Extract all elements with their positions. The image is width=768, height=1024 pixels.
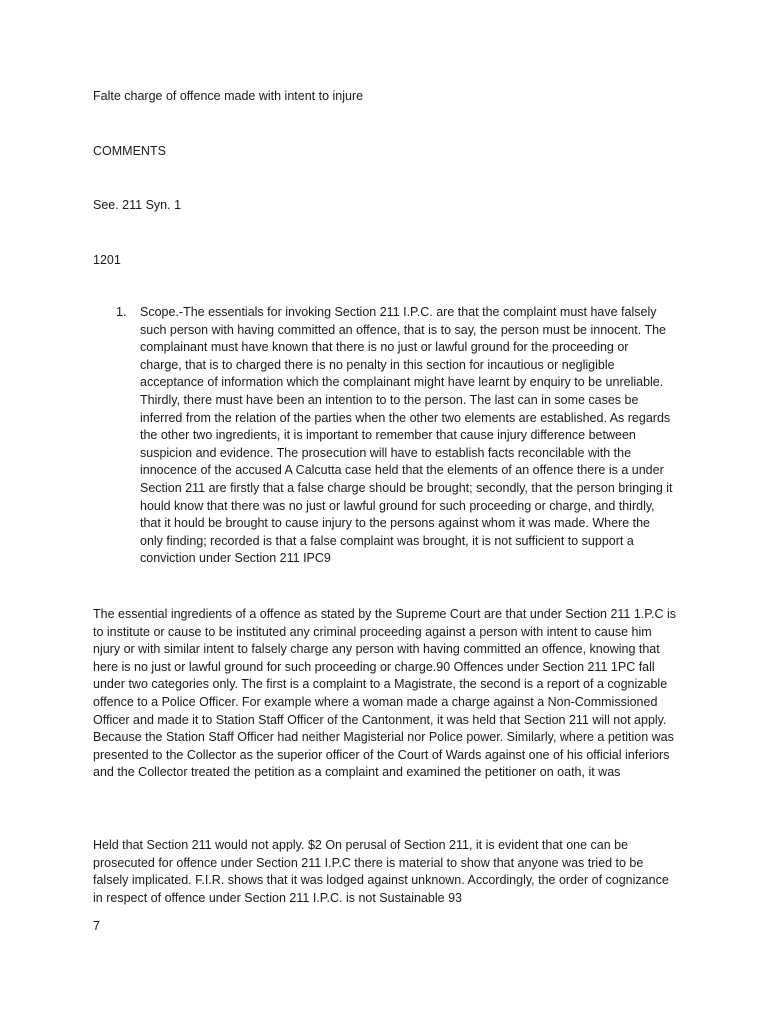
body-paragraph-2: Held that Section 211 would not apply. $2 On perusal of Section 211, it is evident that one can be prosecuted for offence under Section 211 I.P.C there is material to show that anyone was tried to be falsely implicated. F.I.R. shows that it was lodged against unknown. Accordingly, the order of cognizance in respect of offence under Section 211 I.P.C. is not Sustainable 93: [93, 838, 669, 905]
page-number: 7: [93, 919, 100, 933]
comments-label: COMMENTS: [93, 144, 166, 158]
list-item: [93, 304, 673, 568]
list-item-number: 1.: [116, 305, 127, 319]
numbered-list: [93, 304, 673, 568]
page-reference: 1201: [93, 253, 121, 267]
list-item-text: Scope.-The essentials for invoking Section 211 I.P.C. are that the complaint must have falsely such person with having committed an offence, that is to say, the person must be innocent. The complainant must have known that there is no just or lawful ground for the proceeding or charge, that is to charged there is no penalty in this section for incautious or negligible acceptance of information which the complainant might have learnt by enquiry to be unreliable. Thirdly, there must have been an intention to to the person. The last can in some cases be inferred from the relation of the parties when the other two elements are established. As regards the other two ingredients, it is important to remember that cause injury difference between suspicion and evidence. The prosecution will have to establish facts reconcilable with the innocence of the accused A Calcutta case held that the elements of an offence there is a under Section 211 are firstly that a false charge should be brought; secondly, that the person bringing it hould know that there was no just or lawful ground for such proceeding or charge, and thirdly, that it hould be brought to cause injury to the persons against whom it was made. Where the only finding; recorded is that a false complaint was brought, it is not sufficient to support a conviction under Section 211 IPC9: [140, 305, 673, 566]
body-paragraph-1: The essential ingredients of a offence as stated by the Supreme Court are that under Section 211 1.P.C is to institute or cause to be instituted any criminal proceeding against a person with intent to cause him njury or with similar intent to falsely charge any person with having committed an offence, knowing that here is no just or lawful ground for such proceeding or charge.90 Offences under Section 211 1PC fall under two categories only. The first is a complaint to a Magistrate, the second is a report of a cognizable offence to a Police Officer. For example where a woman made a charge against a Non-Commissioned Officer and made it to Station Staff Officer of the Cantonment, it was held that Section 211 will not apply. Because the Station Staff Officer had neither Magisterial nor Police power. Similarly, where a petition was presented to the Collector as the superior officer of the Court of Wards against one of his official inferiors and the Collector treated the petition as a complaint and examined the petitioner on oath, it was: [93, 607, 676, 780]
document-heading: Falte charge of offence made with intent to injure: [93, 89, 364, 103]
see-reference: See. 211 Syn. 1: [93, 198, 182, 212]
